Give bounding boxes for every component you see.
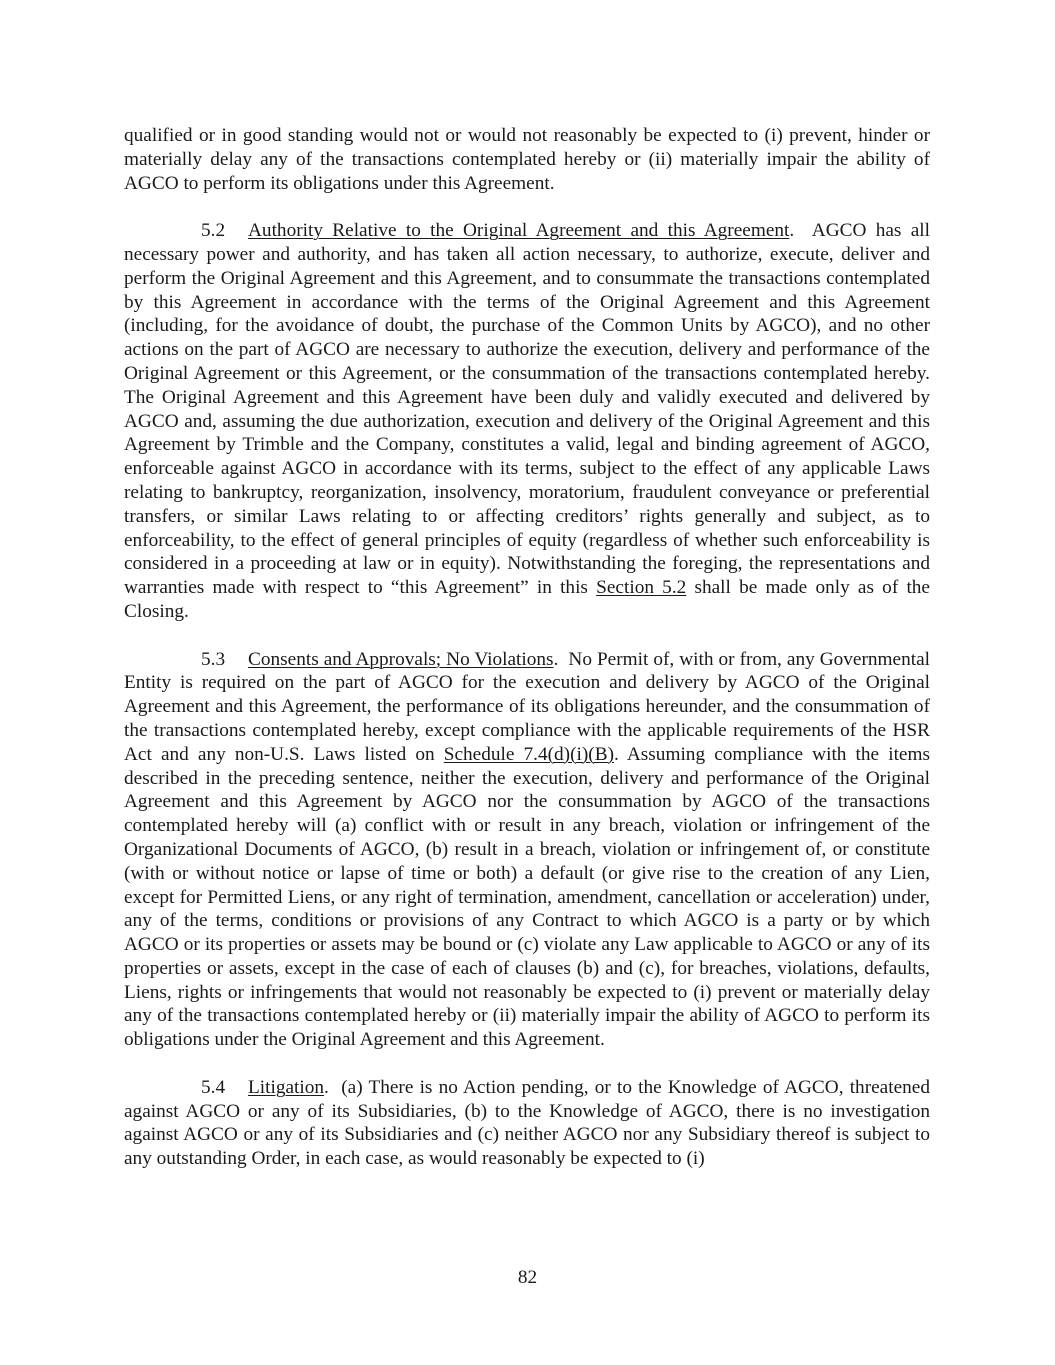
section-heading: Consents and Approvals; No Violations <box>248 648 554 670</box>
page-number: 82 <box>517 1267 538 1288</box>
section-body: AGCO has all necessary power and authority, and has taken all action necessary, to authorize, execute, deliver and perform the Original Agreement and this Agreement, and to consummate the transactions contemplated by this Agreement in accordance with the terms of the Original Agreement and this Agreement (including, for the avoidance of doubt, the purchase of the Common Units by AGCO), and no other actions on the part of AGCO are necessary to authorize the execution, delivery and performance of the Original Agreement or this Agreement, or the consummation of the transactions contemplated hereby. The Original Agreement and this Agreement have been duly and validly executed and delivered by AGCO and, assuming the due authorization, execution and delivery of the Original Agreement and this Agreement by Trimble and the Company, constitutes a valid, legal and binding agreement of AGCO, enforceable against AGCO in accordance with its terms, subject to the effect of any applicable Laws relating to bankruptcy, reorganization, insolvency, moratorium, fraudulent conveyance or preferential transfers, or similar Laws relating to or affecting creditors’ rights generally and subject, as to enforceability, to the effect of general principles of equity (regardless of whether such enforceability is considered in a proceeding at law or in equity). Notwithstanding the foreging, the representations and warranties made with respect to “this Agreement” in this <box>124 220 930 599</box>
section-5-4 <box>124 1076 930 1171</box>
continuation-text: qualified or in good standing would not or would not reasonably be expected to (i) prevent, hinder or materially delay any of the transactions contemplated hereby or (ii) materially impair the ability of AGCO to perform its obligations under this Agreement. <box>124 125 930 194</box>
section-number: 5.3 <box>201 648 226 670</box>
heading-punctuation: . <box>324 1076 342 1098</box>
heading-punctuation: . <box>553 648 569 670</box>
section-reference: Section 5.2 <box>596 577 687 599</box>
schedule-reference: Schedule 7.4(d)(i)(B) <box>443 743 615 765</box>
section-heading: Litigation <box>248 1076 325 1098</box>
section-5-2 <box>124 219 930 624</box>
heading-punctuation: . <box>789 220 812 242</box>
section-number: 5.2 <box>201 220 226 242</box>
section-body: No Permit of, with or from, any Governmental Entity is required on the part of AGCO for the execution and delivery by AGCO of the Original Agreement and this Agreement, the performance of its obligations hereunder, and the consummation of the transactions contemplated hereby, except compliance with the applicable requirements of the HSR Act and any non-U.S. Laws listed on <box>124 648 931 765</box>
section-heading: Authority Relative to the Original Agreement and this Agreement <box>248 220 790 242</box>
section-body-continued: . Assuming compliance with the items described in the preceding sentence, neither the execution, delivery and performance of the Original Agreement and this Agreement by AGCO nor the consummation by AGCO of the transactions contemplated hereby will (a) conflict with or result in any breach, violation or infringement of the Organizational Documents of AGCO, (b) result in a breach, violation or infringement of, or constitute (with or without notice or lapse of time or both) a default (or give rise to the creation of any Lien, except for Permitted Liens, or any right of termination, amendment, cancellation or acceleration) under, any of the terms, conditions or provisions of any Contract to which AGCO is a party or by which AGCO or its properties or assets may be bound or (c) violate any Law applicable to AGCO or any of its properties or assets, except in the case of each of clauses (b) and (c), for breaches, violations, defaults, Liens, rights or infringements that would not reasonably be expected to (i) prevent or materially delay any of the transactions contemplated hereby or (ii) materially impair the ability of AGCO to perform its obligations under the Original Agreement and this Agreement. <box>124 743 930 1051</box>
section-body: (a) There is no Action pending, or to the Knowledge of AGCO, threatened against AGCO or any of its Subsidiaries, (b) to the Knowledge of AGCO, there is no investigation against AGCO or any of its Subsidiaries and (c) neither AGCO nor any Subsidiary thereof is subject to any outstanding Order, in each case, as would reasonably be expected to (i) <box>124 1076 930 1170</box>
document-page <box>124 124 930 1171</box>
section-5-3 <box>124 648 930 1053</box>
section-number: 5.4 <box>201 1076 226 1098</box>
section-body-continued: shall be made only as of the Closing. <box>124 577 930 622</box>
continuation-paragraph <box>124 124 930 195</box>
